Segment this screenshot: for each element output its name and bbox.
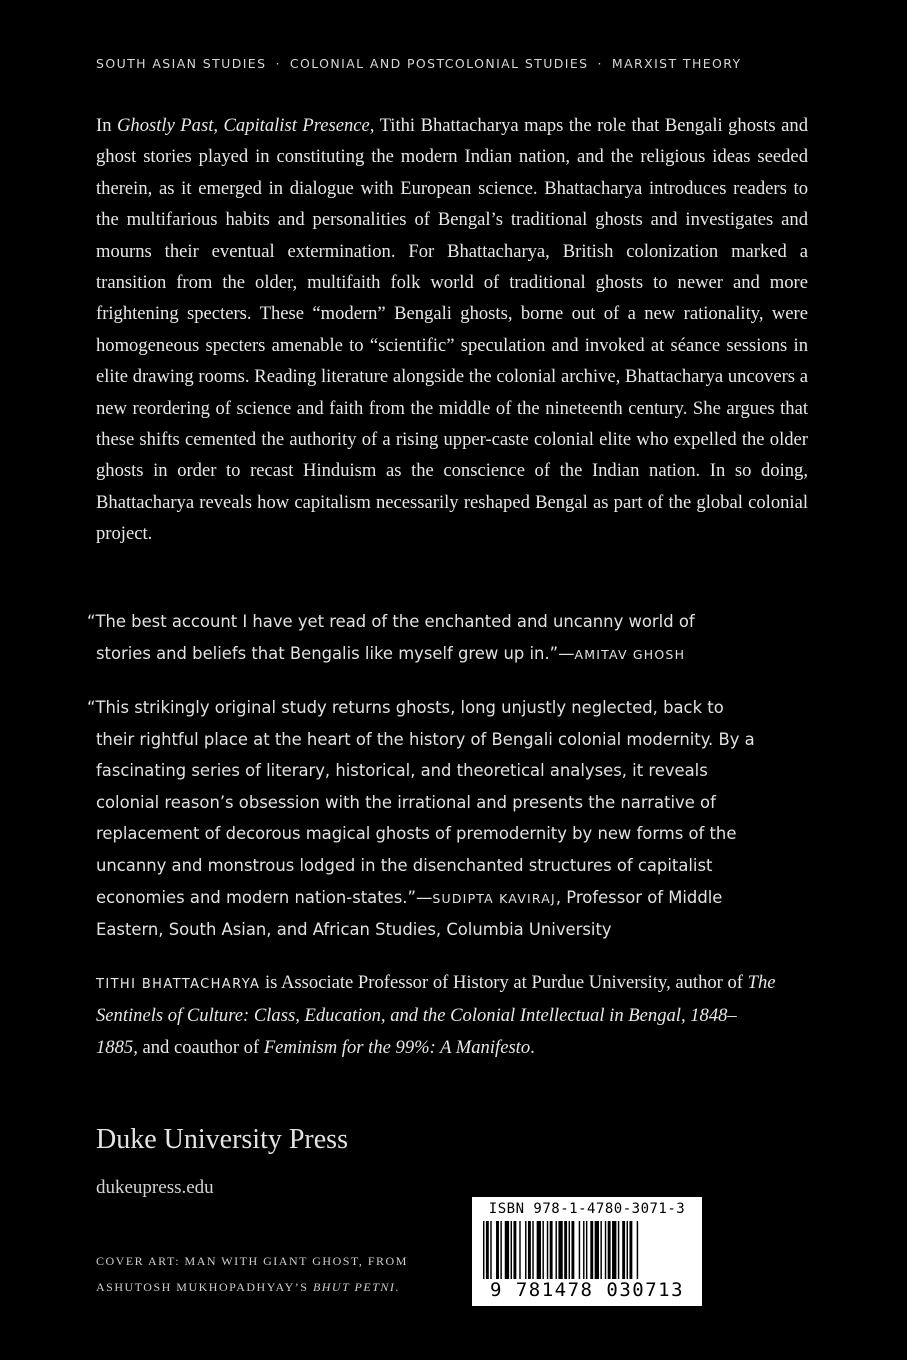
isbn-digits: 9 781478 030713 [489,1279,685,1301]
separator-dot: · [597,56,603,71]
barcode-bar [569,1221,570,1279]
cover-art-credit [96,1248,456,1300]
barcode-bar [595,1221,599,1279]
barcode-bar [583,1221,584,1279]
quote-text: their rightful place at the heart of the history of Bengali colonial modernity. By a fascinating series of literary, historical, and theoretical analyses, it reveals colonial reason’s obsession with the irrational and presents the narrative of replacement of decorous magical ghosts of premodernity by new forms of the uncanny and monstrous lodged in the disenchanted structures of capitalist economies and modern nation-states.”— [96,729,755,907]
bio-text: and coauthor of [137,1036,264,1058]
quote-first-line: “This strikingly original study returns ghosts, long unjustly neglected, back to [87,698,724,717]
barcode-bar [571,1221,574,1279]
barcode-bar [600,1221,601,1279]
barcode-bar [637,1221,638,1279]
barcode-bar [564,1221,567,1279]
description-body: Tithi Bhattacharya maps the role that Bengali ghosts and ghost stories played in constituting the modern Indian nation, and the religious ideas seeded therein, as it emerged in dialogue with European science. Bhattacharya introduces readers to the multifarious habits and personalities of Bengal’s traditional ghosts and investigates and mourns their eventual extermination. For Bhattacharya, British colonization marked a transition from the older, multifaith folk world of traditional ghosts to newer and more frightening specters. These “modern” Bengali ghosts, borne out of a new rationality, were homogeneous specters amenable to “scientific” speculation and invoked at séance sessions in elite drawing rooms. Reading literature alongside the colonial archive, Bhattacharya uncovers a new reordering of science and faith from the middle of the nineteenth century. She argues that these shifts cemented the authority of a rising upper-caste colonial elite who expelled the older ghosts in order to recast Hinduism as the conscience of the Indian nation. In so doing, Bhattacharya reveals how capitalism necessarily reshaped Bengal as part of the global colonial project. [96,115,808,545]
subject-category: MARXIST THEORY [611,56,742,71]
bio-book-title: The Sentinels of Culture: Class, Education, and the Colonial Intellectual in Bengal, 1848–1885, [96,972,776,1058]
barcode-bar [486,1221,489,1279]
quote-affiliation: , Professor of Middle Eastern, South Asian, and African Studies, Columbia University [96,887,723,940]
book-title-italic: Ghostly Past, Capitalist Presence, [116,115,375,136]
barcode-bar [618,1221,619,1279]
subject-category: COLONIAL AND POSTCOLONIAL STUDIES [289,56,589,71]
barcode-bar [550,1221,553,1279]
isbn-label: ISBN 978-1-4780-3071-3 [488,1201,686,1217]
barcode-bar [590,1221,593,1279]
author-name: TITHI BHATTACHARYA [96,977,261,992]
cover-art-title: BHUT PETNI [312,1280,396,1294]
barcode-bar [532,1221,533,1279]
barcode-bar [556,1221,557,1279]
author-bio [96,967,776,1063]
barcode-bar [627,1221,628,1279]
subject-category: SOUTH ASIAN STUDIES [96,56,267,71]
barcode-bar [547,1221,548,1279]
barcode-bar [608,1221,611,1279]
barcode-bar [525,1221,526,1279]
barcode-bar [490,1221,491,1279]
barcode-bar [505,1221,509,1279]
bio-text: is Associate Professor of History at Purdue University, author of [260,972,748,993]
quote-author: AMITAV GHOSH [574,646,686,662]
barcode-bar [519,1221,520,1279]
barcode-bar [500,1221,501,1279]
barcode-bar [579,1221,580,1279]
barcode-bar [622,1221,625,1279]
barcode-bar [605,1221,606,1279]
bio-book-title: Feminism for the 99%: A Manifesto [263,1036,531,1058]
cover-art-label: COVER ART: MAN WITH GIANT GHOST, FROM ASHUTOSH MUKHOPADHYAY’S [96,1254,408,1294]
isbn-barcode [472,1197,702,1306]
barcode-bar [612,1221,616,1279]
quote-first-line: “The best account I have yet read of the enchanted and uncanny world of [87,612,695,631]
cover-art-end: . [395,1280,400,1294]
book-description [96,110,808,550]
barcode-bar [483,1221,484,1279]
publisher-name: Duke University Press [96,1124,348,1155]
endorsement-quote-1 [87,606,767,670]
barcode-bar [586,1221,587,1279]
subject-categories [96,56,856,71]
barcode-bar [496,1221,499,1279]
barcode-bar [629,1221,632,1279]
barcode-bar [511,1221,512,1279]
barcode-bar [537,1221,541,1279]
barcode-bars [483,1221,691,1279]
barcode-bar [542,1221,543,1279]
publisher-website: dukeupress.edu [96,1177,214,1198]
barcode-bar [558,1221,562,1279]
quote-text: stories and beliefs that Bengalis like myself grew up in.”— [96,643,575,663]
bio-text: . [530,1036,535,1058]
quote-author: SUDIPTA KAVIRAJ [432,890,556,906]
barcode-bar [528,1221,531,1279]
endorsement-quote-2 [87,692,767,946]
barcode-bar [513,1221,516,1279]
description-intro: In [96,115,117,136]
separator-dot: · [275,56,281,71]
